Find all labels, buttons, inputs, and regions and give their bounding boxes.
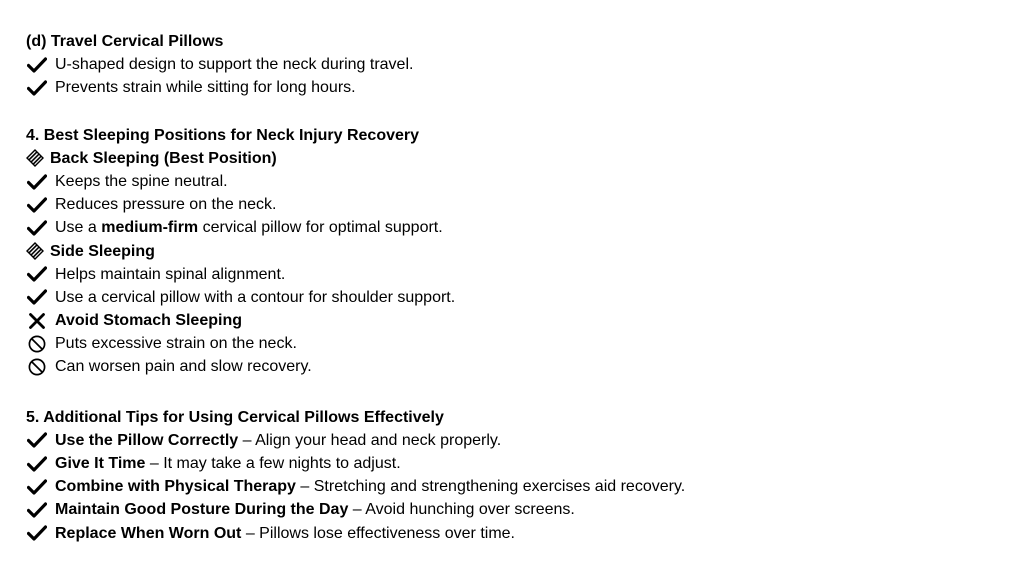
- check-icon: [26, 55, 48, 75]
- section-5-heading: 5. Additional Tips for Using Cervical Pillows Effectively: [26, 408, 444, 426]
- list-item: [26, 216, 1006, 239]
- list-item: [26, 332, 1006, 355]
- tip-title: Give It Time: [55, 455, 146, 472]
- prohibited-icon: [26, 357, 48, 377]
- list-item-text: Puts excessive strain on the neck.: [55, 335, 297, 353]
- list-item: [26, 475, 1006, 498]
- side-sleeping-label: Side Sleeping: [50, 242, 155, 260]
- list-item-text: Reduces pressure on the neck.: [55, 196, 277, 214]
- list-item: [26, 76, 1006, 99]
- list-item-text: Prevents strain while sitting for long hours.: [55, 79, 356, 97]
- check-icon: [26, 454, 48, 474]
- stomach-sleeping-label: Avoid Stomach Sleeping: [55, 312, 242, 330]
- list-item-text: Helps maintain spinal alignment.: [55, 265, 286, 283]
- cross-icon: [26, 311, 48, 331]
- list-item: [26, 522, 1006, 545]
- list-item: [26, 355, 1006, 378]
- diamond-icon: [26, 241, 44, 261]
- check-icon: [26, 430, 48, 450]
- pillow-prefix: Use a: [55, 219, 102, 237]
- tip-text: – Pillows lose effectiveness over time.: [241, 524, 515, 542]
- check-icon: [26, 287, 48, 307]
- list-item: [26, 170, 1006, 193]
- diamond-icon: [26, 148, 44, 168]
- section-spacer: [26, 100, 1006, 124]
- section-4-heading: 4. Best Sleeping Positions for Neck Injury Recovery: [26, 126, 420, 144]
- prohibited-icon: [26, 334, 48, 354]
- back-sleeping-label: Back Sleeping (Best Position): [50, 149, 277, 167]
- check-icon: [26, 523, 48, 543]
- check-icon: [26, 218, 48, 238]
- tip-text: – It may take a few nights to adjust.: [145, 455, 401, 472]
- tip-text: – Stretching and strengthening exercises aid recovery.: [295, 478, 686, 496]
- pillow-firmness: medium-firm: [101, 219, 199, 237]
- list-item: [26, 429, 1006, 452]
- list-item: [26, 263, 1006, 286]
- pillow-suffix: cervical pillow for optimal support.: [198, 219, 443, 237]
- tip-text: – Avoid hunching over screens.: [348, 501, 575, 519]
- check-icon: [26, 78, 48, 98]
- check-icon: [26, 172, 48, 192]
- section-spacer: [26, 379, 1006, 406]
- back-sleeping-heading: [26, 147, 1006, 170]
- check-icon: [26, 264, 48, 284]
- check-icon: [26, 477, 48, 497]
- tip-text: – Align your head and neck properly.: [238, 431, 502, 449]
- section-d-heading: (d) Travel Cervical Pillows: [26, 33, 224, 50]
- stomach-sleeping-heading: [26, 309, 1006, 332]
- list-item-text: Keeps the spine neutral.: [55, 172, 228, 190]
- list-item-text: Use a cervical pillow with a contour for shoulder support.: [55, 288, 456, 306]
- list-item: [26, 286, 1006, 309]
- check-icon: [26, 195, 48, 215]
- list-item-text: [55, 216, 443, 239]
- list-item: [26, 53, 1006, 76]
- check-icon: [26, 500, 48, 520]
- list-item: [26, 452, 1006, 475]
- document-page: [26, 30, 1006, 545]
- tip-title: Use the Pillow Correctly: [55, 431, 239, 449]
- tip-title: Maintain Good Posture During the Day: [55, 501, 349, 519]
- tip-title: Combine with Physical Therapy: [55, 478, 296, 496]
- list-item: [26, 193, 1006, 216]
- tip-title: Replace When Worn Out: [55, 524, 242, 542]
- side-sleeping-heading: [26, 240, 1006, 263]
- list-item-text: U-shaped design to support the neck during travel.: [55, 56, 414, 74]
- list-item: [26, 498, 1006, 521]
- list-item-text: Can worsen pain and slow recovery.: [55, 358, 312, 376]
